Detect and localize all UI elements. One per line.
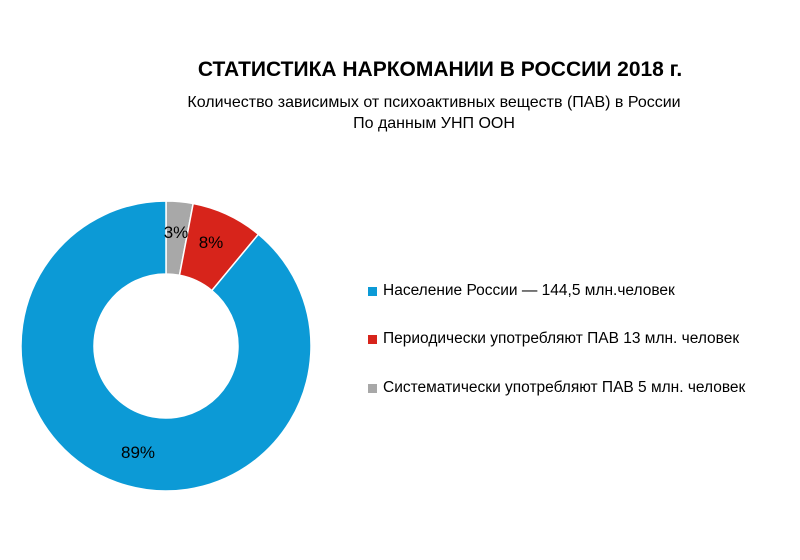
- data-label-periodic: 8%: [198, 233, 224, 252]
- data-label-systematic: 3%: [163, 223, 189, 242]
- chart-subtitle-line-2: По данным УНП ООН: [353, 115, 515, 132]
- legend-item-periodic: [368, 330, 739, 348]
- legend-swatch-systematic: [368, 384, 377, 393]
- legend-item-systematic: [368, 379, 745, 397]
- legend-item-population: [368, 282, 675, 300]
- legend-label-systematic: Систематически употребляют ПАВ 5 млн. человек: [383, 379, 746, 396]
- legend-label-periodic: Периодически употребляют ПАВ 13 млн. человек: [383, 330, 740, 347]
- legend-swatch-population: [368, 287, 377, 296]
- chart-subtitle-line-1: Количество зависимых от психоактивных веществ (ПАВ) в России: [187, 94, 681, 111]
- chart-title: СТАТИСТИКА НАРКОМАНИИ В РОССИИ 2018 г.: [197, 58, 683, 81]
- slice-population: [21, 201, 311, 491]
- legend-swatch-periodic: [368, 335, 377, 344]
- donut-slices: [21, 201, 311, 491]
- legend-label-population: Население России — 144,5 млн.человек: [383, 282, 675, 299]
- data-label-population: 89%: [120, 443, 156, 462]
